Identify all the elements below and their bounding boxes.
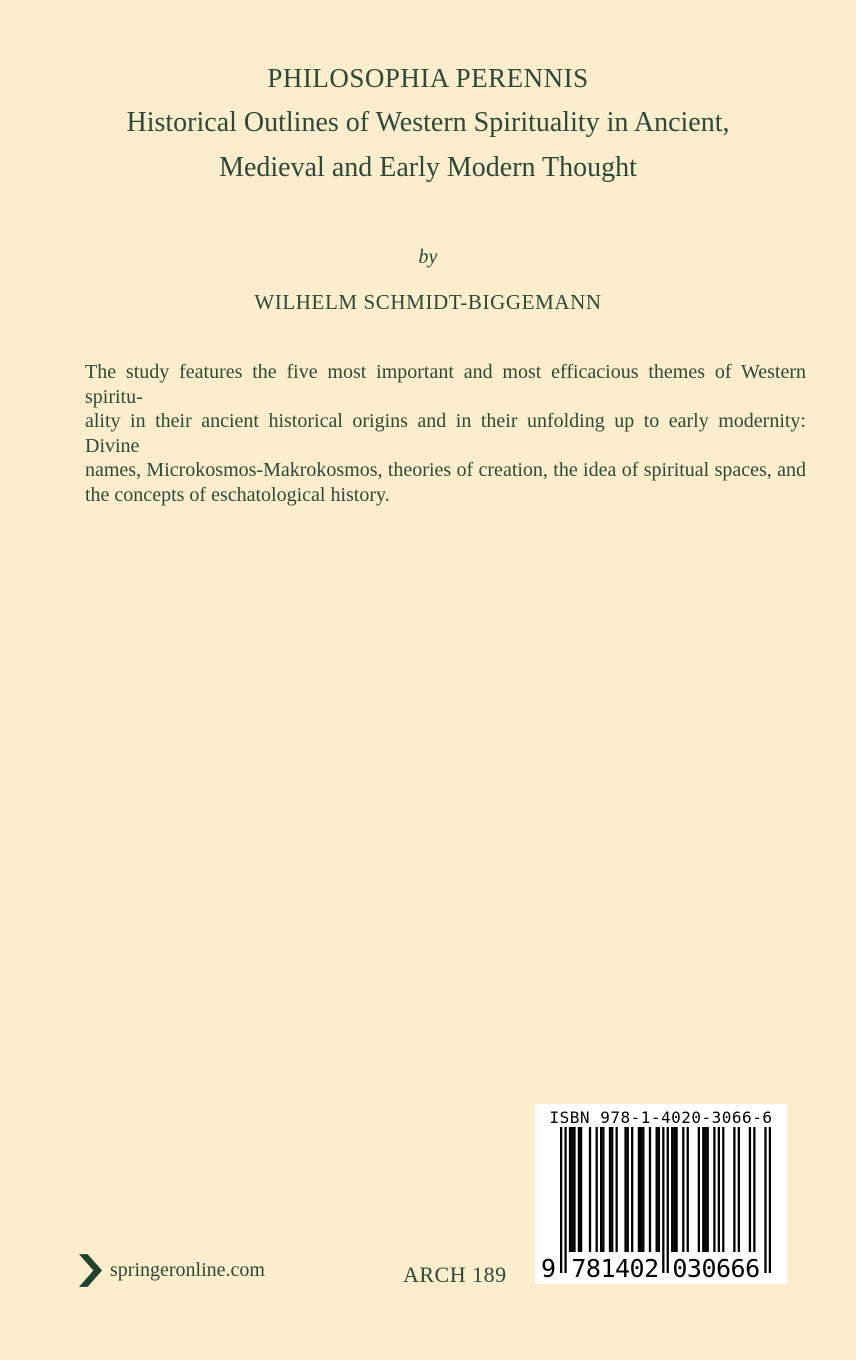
description-line: The study features the five most important and most efficacious themes of Western spiritu-: [85, 361, 806, 408]
subtitle-line-1: Historical Outlines of Western Spirituality in Ancient,: [126, 107, 730, 138]
description-line: ality in their ancient historical origins and in their unfolding up to early modernity: Divine: [85, 410, 806, 457]
catalog-code: ARCH 189: [403, 1262, 507, 1287]
subtitle-line-2: Medieval and Early Modern Thought: [219, 152, 637, 183]
description-line: names, Microkosmos-Makrokosmos, theories of creation, the idea of spiritual spaces, and: [85, 459, 806, 482]
publisher-logo: [78, 1253, 265, 1287]
publisher-website: springeronline.com: [110, 1259, 265, 1281]
barcode-digit-group-2: 030666: [672, 1254, 760, 1283]
barcode-lead-digit: 9: [541, 1254, 556, 1283]
isbn-barcode: [535, 1104, 787, 1284]
barcode-bars-icon: [560, 1127, 771, 1273]
isbn-number: ISBN 978-1-4020-3066-6: [549, 1108, 773, 1127]
book-subtitle: [0, 100, 856, 190]
book-description: [85, 360, 806, 508]
springer-chevron-icon: [78, 1254, 103, 1287]
barcode-digit-group-1: 781402: [571, 1254, 659, 1283]
description-line: the concepts of eschatological history.: [85, 483, 390, 506]
author-name: WILHELM SCHMIDT-BIGGEMANN: [254, 290, 602, 314]
byline: by: [418, 246, 438, 268]
book-title: PHILOSOPHIA PERENNIS: [267, 63, 589, 93]
